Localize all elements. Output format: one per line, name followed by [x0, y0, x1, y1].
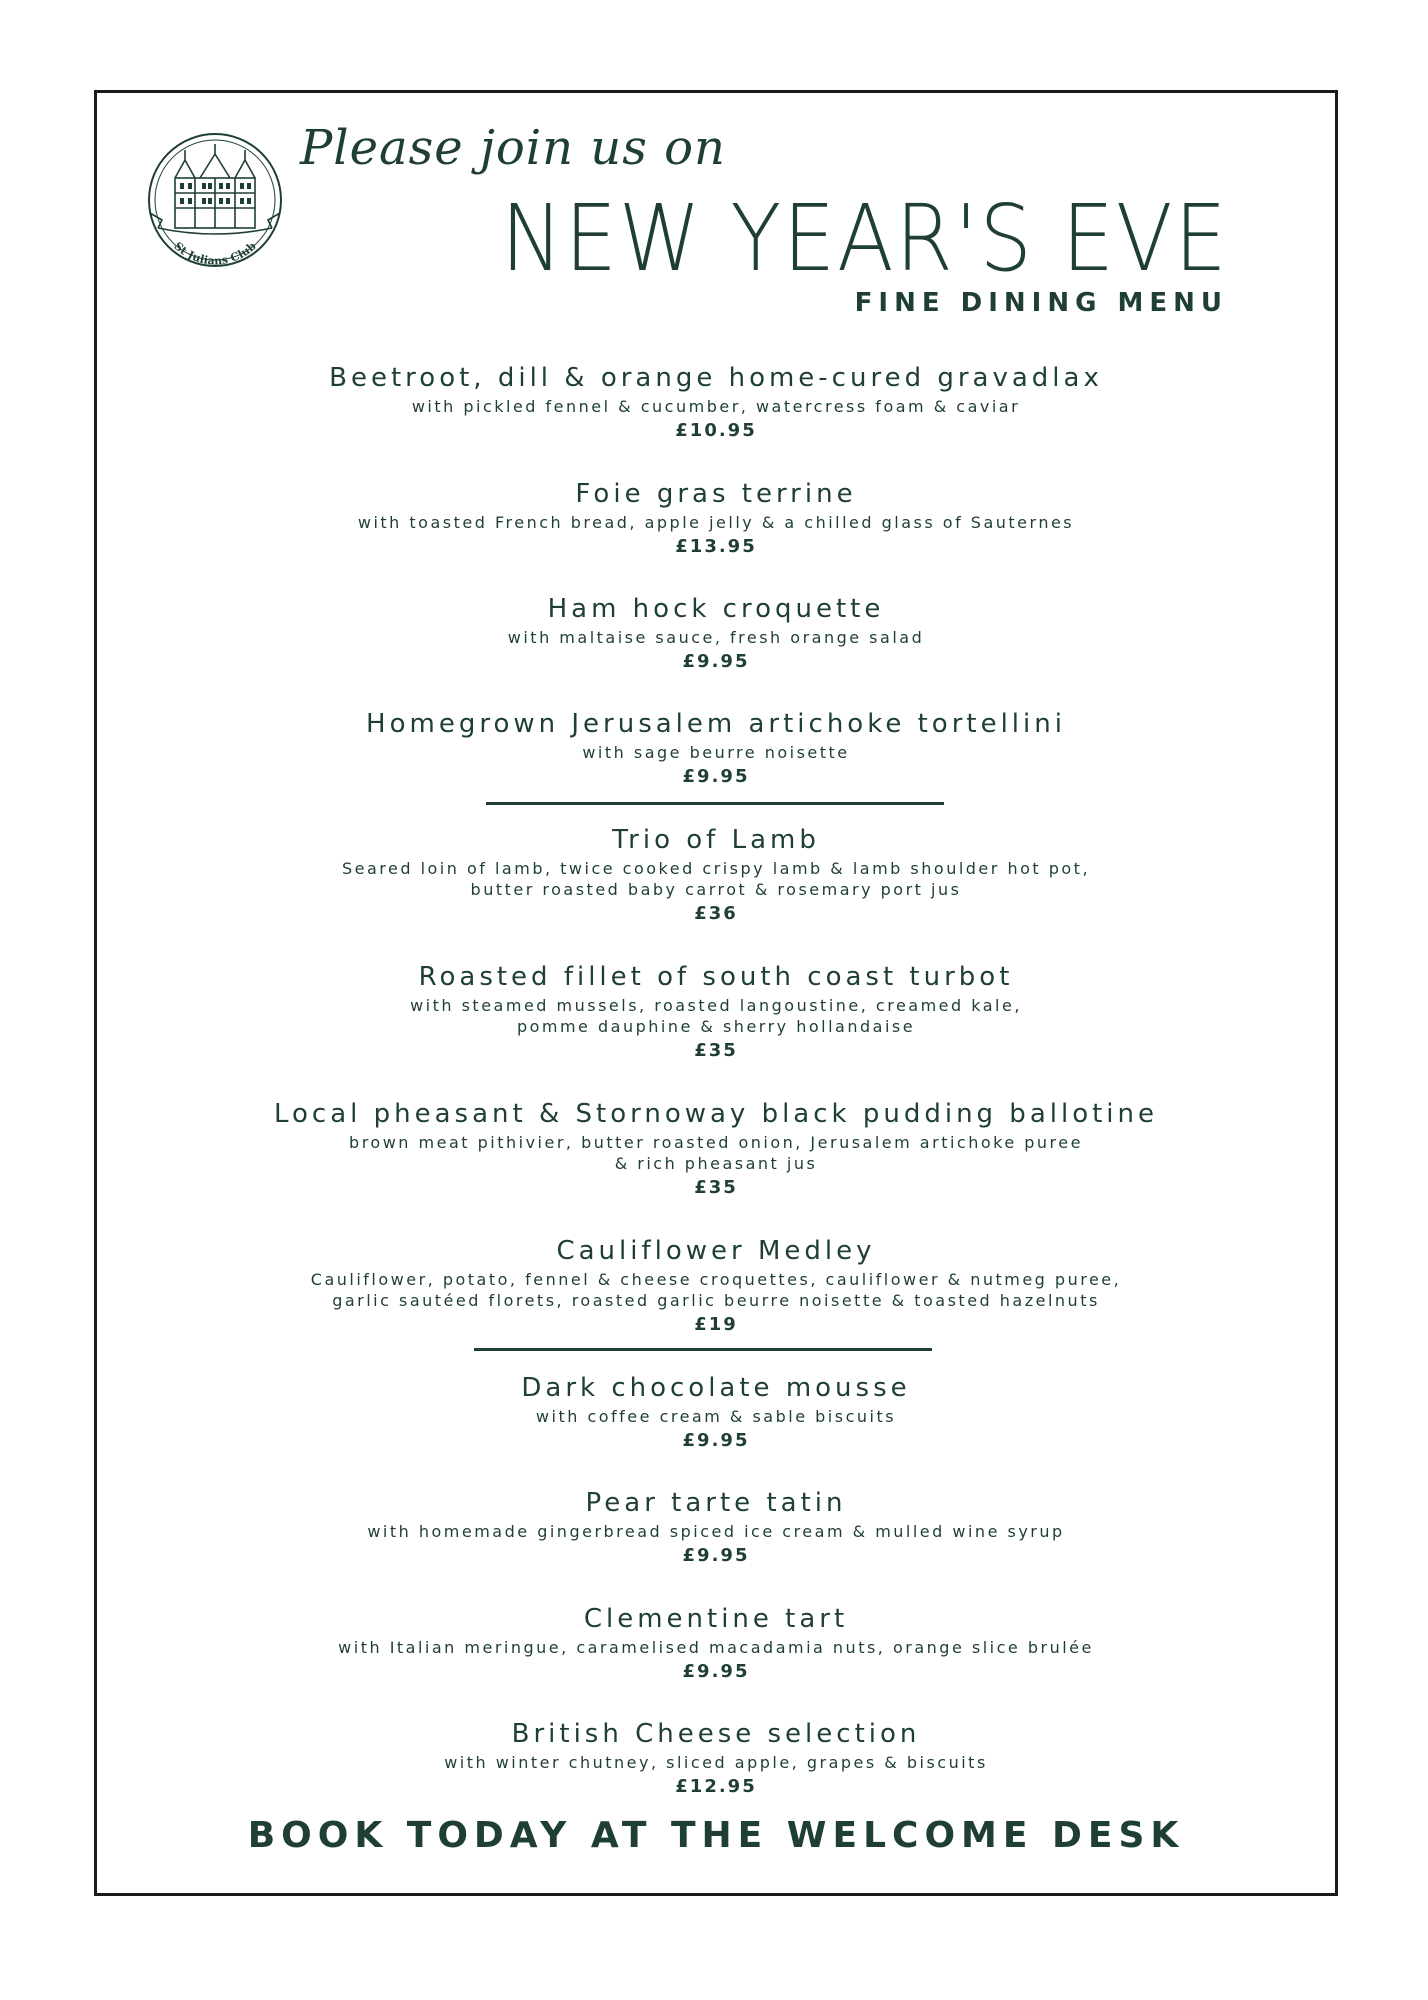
menu-item-description: with pickled fennel & cucumber, watercress foam & caviar [411, 397, 1021, 416]
section-divider-mains [486, 802, 944, 805]
menu-item-price: £36 [694, 903, 738, 924]
menu-item-description: with coffee cream & sable biscuits [535, 1407, 897, 1426]
menu-item [94, 476, 1338, 561]
menu-item-name: Roasted fillet of south coast turbot [418, 962, 1014, 992]
menu-item-description: pomme dauphine & sherry hollandaise [516, 1017, 916, 1036]
menu-item [94, 1601, 1338, 1686]
section-divider-desserts [474, 1348, 932, 1351]
st-julians-club-logo [140, 128, 290, 278]
menu-item-name: Dark chocolate mousse [521, 1373, 911, 1403]
logo-text: St Julians Club [171, 239, 259, 268]
menu-item [94, 1485, 1338, 1570]
page-title: NEW YEAR'S EVE [500, 185, 1228, 292]
menu-item-description: garlic sautéed florets, roasted garlic beurre noisette & toasted hazelnuts [332, 1291, 1100, 1310]
menu-item-price: £9.95 [682, 1545, 750, 1566]
menu-item [94, 959, 1338, 1065]
menu-item-description: with maltaise sauce, fresh orange salad [507, 628, 925, 647]
menu-item-description: with homemade gingerbread spiced ice cream & mulled wine syrup [367, 1522, 1065, 1541]
menu-item [94, 706, 1338, 791]
menu-item-description: Cauliflower, potato, fennel & cheese croquettes, cauliflower & nutmeg puree, [310, 1270, 1122, 1289]
menu-item-description: with toasted French bread, apple jelly & a chilled glass of Sauternes [357, 513, 1075, 532]
menu-item-description: Seared loin of lamb, twice cooked crispy lamb & lamb shoulder hot pot, [341, 859, 1091, 878]
menu-item-name: Trio of Lamb [612, 825, 820, 855]
menu-item-name: Local pheasant & Stornoway black pudding ballotine [273, 1099, 1158, 1129]
menu-item-name: Homegrown Jerusalem artichoke tortellini [366, 709, 1066, 739]
booking-footer: BOOK TODAY AT THE WELCOME DESK [247, 1815, 1185, 1856]
menu-item [94, 591, 1338, 676]
menu-item [94, 1370, 1338, 1455]
menu-item [94, 1233, 1338, 1339]
menu-item-name: Foie gras terrine [575, 479, 857, 509]
menu-item-description: butter roasted baby carrot & rosemary port jus [470, 880, 962, 899]
menu-item-name: Ham hock croquette [547, 594, 885, 624]
menu-item-price: £9.95 [682, 651, 750, 672]
page-subtitle: FINE DINING MENU [854, 288, 1228, 318]
menu-item-price: £9.95 [682, 766, 750, 787]
menu-item-name: Clementine tart [583, 1604, 849, 1634]
menu-item [94, 360, 1338, 445]
menu-item-description: with Italian meringue, caramelised macadamia nuts, orange slice brulée [338, 1638, 1094, 1657]
menu-item-description: & rich pheasant jus [614, 1154, 818, 1173]
menu-item-price: £35 [694, 1177, 738, 1198]
menu-item-name: British Cheese selection [511, 1719, 921, 1749]
menu-item-price: £12.95 [675, 1776, 757, 1797]
menu-item [94, 822, 1338, 928]
menu-item-price: £19 [694, 1314, 738, 1335]
menu-item-price: £9.95 [682, 1661, 750, 1682]
menu-item [94, 1096, 1338, 1202]
menu-item-description: with sage beurre noisette [582, 743, 850, 762]
menu-item-price: £10.95 [675, 420, 757, 441]
menu-item-description: brown meat pithivier, butter roasted onion, Jerusalem artichoke puree [349, 1133, 1083, 1152]
menu-item-price: £35 [694, 1040, 738, 1061]
menu-item-description: with winter chutney, sliced apple, grapes & biscuits [444, 1753, 988, 1772]
menu-item-price: £9.95 [682, 1430, 750, 1451]
script-invite: Please join us on [300, 120, 726, 176]
menu-item-description: with steamed mussels, roasted langoustine, creamed kale, [410, 996, 1022, 1015]
menu-item-name: Cauliflower Medley [556, 1236, 876, 1266]
svg-text:St Julians Club [171, 239, 258, 267]
menu-item-name: Beetroot, dill & orange home-cured gravadlax [329, 363, 1103, 393]
menu-item-price: £13.95 [675, 536, 757, 557]
menu-item [94, 1716, 1338, 1801]
menu-item-name: Pear tarte tatin [585, 1488, 847, 1518]
